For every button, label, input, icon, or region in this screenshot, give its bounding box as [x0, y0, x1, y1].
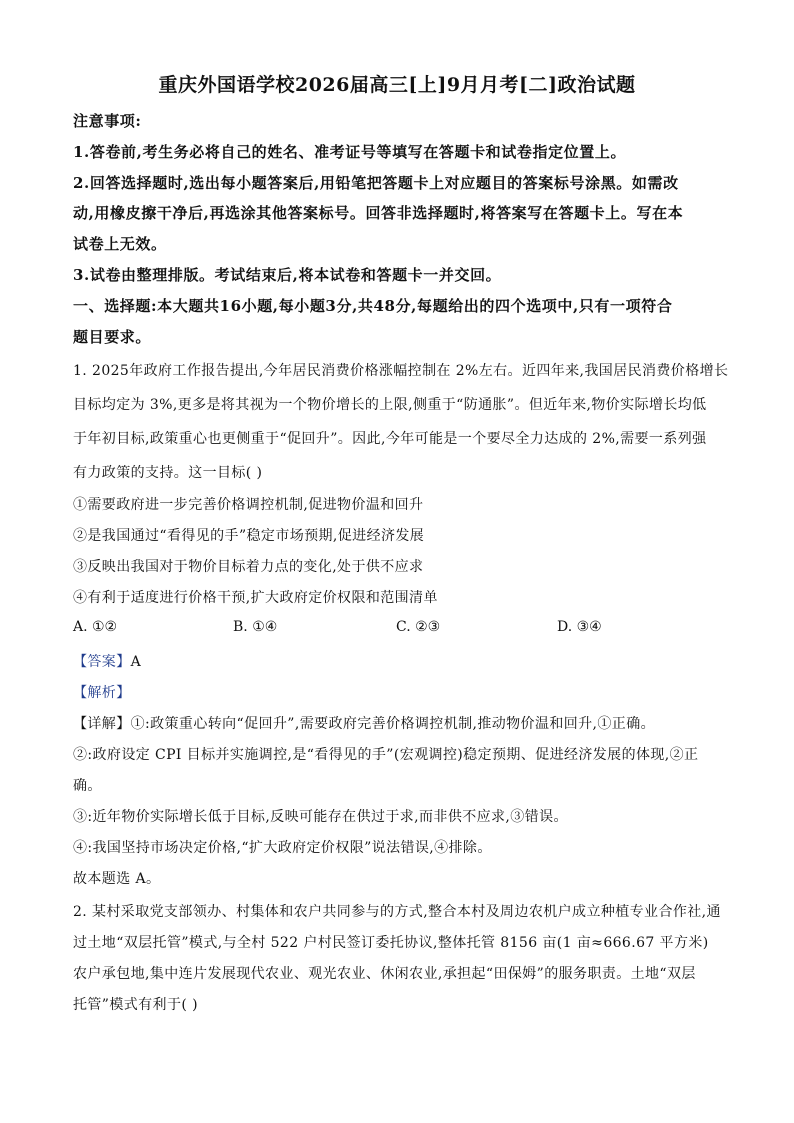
q1-stem-line-1: 1. 2025年政府工作报告提出,今年居民消费价格涨幅控制在 2%左右。近四年来,我国居民消费价格增长 [73, 363, 729, 379]
q1-stem-line-2: 目标均定为 3%,更多是将其视为一个物价增长的上限,侧重于“防通胀”。但近年来,物价实际增长均低 [73, 397, 707, 413]
q1-statement-3: ③反映出我国对于物价目标着力点的变化,处于供不应求 [73, 559, 424, 575]
note-2-line-2: 动,用橡皮擦干净后,再选涂其他答案标号。回答非选择题时,将答案写在答题卡上。写在本 [73, 204, 684, 222]
page-title: 重庆外国语学校2026届高三[上]9月月考[二]政治试题 [158, 74, 636, 96]
notes-heading: 注意事项: [73, 112, 142, 130]
q1-option-c: C. ②③ [396, 619, 441, 635]
q1-answer [73, 651, 141, 671]
answer-value: A [130, 654, 142, 670]
q1-stem-line-3: 于年初目标,政策重心也更侧重于“促回升”。因此,今年可能是一个要尽全力达成的 2%,需要一系列强 [73, 431, 707, 447]
analysis-tag: 【解析】 [73, 685, 131, 701]
q1-detail-line-1 [73, 713, 655, 733]
q1-conclusion: 故本题选 A。 [73, 871, 161, 887]
note-1: 1.答卷前,考生务必将自己的姓名、准考证号等填写在答题卡和试卷指定位置上。 [73, 143, 627, 161]
answer-tag: 【答案】 [73, 654, 131, 670]
detail-tag: 【详解】 [73, 716, 131, 732]
q2-stem-line-1: 2. 某村采取党支部领办、村集体和农户共同参与的方式,整合本村及周边农机户成立种植专业合作社,通 [73, 904, 721, 920]
q1-option-d: D. ③④ [557, 619, 602, 635]
q1-detail-3: ③:近年物价实际增长低于目标,反映可能存在供过于求,而非供不应求,③错误。 [73, 809, 568, 825]
q1-statement-4: ④有利于适度进行价格干预,扩大政府定价权限和范围清单 [73, 590, 438, 606]
q1-analysis-tag [73, 682, 131, 702]
section-heading-line-2: 题目要求。 [73, 328, 152, 346]
section-heading-line-1: 一、选择题:本大题共16小题,每小题3分,共48分,每题给出的四个选项中,只有一项符合 [73, 297, 673, 315]
q1-detail-2-line-1: ②:政府设定 CPI 目标并实施调控,是“看得见的手”(宏观调控)稳定预期、促进经济发展的体现,②正 [73, 747, 699, 763]
note-2-line-3: 试卷上无效。 [73, 235, 167, 253]
q1-statement-1: ①需要政府进一步完善价格调控机制,促进物价温和回升 [73, 497, 424, 513]
q1-stem-line-4: 有力政策的支持。这一目标( ) [73, 465, 263, 481]
q1-option-b: B. ①④ [233, 619, 278, 635]
q2-stem-line-2: 过土地“双层托管”模式,与全村 522 户村民签订委托协议,整体托管 8156 亩(1 亩≈666.67 平方米) [73, 935, 709, 951]
q2-stem-line-3: 农户承包地,集中连片发展现代农业、观光农业、休闲农业,承担起“田保姆”的服务职责。土地“双层 [73, 966, 696, 982]
q1-detail-4: ④:我国坚持市场决定价格,“扩大政府定价权限”说法错误,④排除。 [73, 840, 492, 856]
detail-1-text: ①:政策重心转向“促回升”,需要政府完善价格调控机制,推动物价温和回升,①正确。 [130, 716, 655, 732]
note-3: 3.试卷由整理排版。考试结束后,将本试卷和答题卡一并交回。 [73, 266, 502, 284]
note-2-line-1: 2.回答选择题时,选出每小题答案后,用铅笔把答题卡上对应题目的答案标号涂黑。如需改 [73, 174, 679, 192]
q2-stem-line-4: 托管”模式有利于( ) [73, 997, 198, 1013]
q1-detail-2-line-2: 确。 [73, 778, 102, 794]
q1-option-a: A. ①② [73, 619, 118, 635]
q1-statement-2: ②是我国通过“看得见的手”稳定市场预期,促进经济发展 [73, 528, 425, 544]
